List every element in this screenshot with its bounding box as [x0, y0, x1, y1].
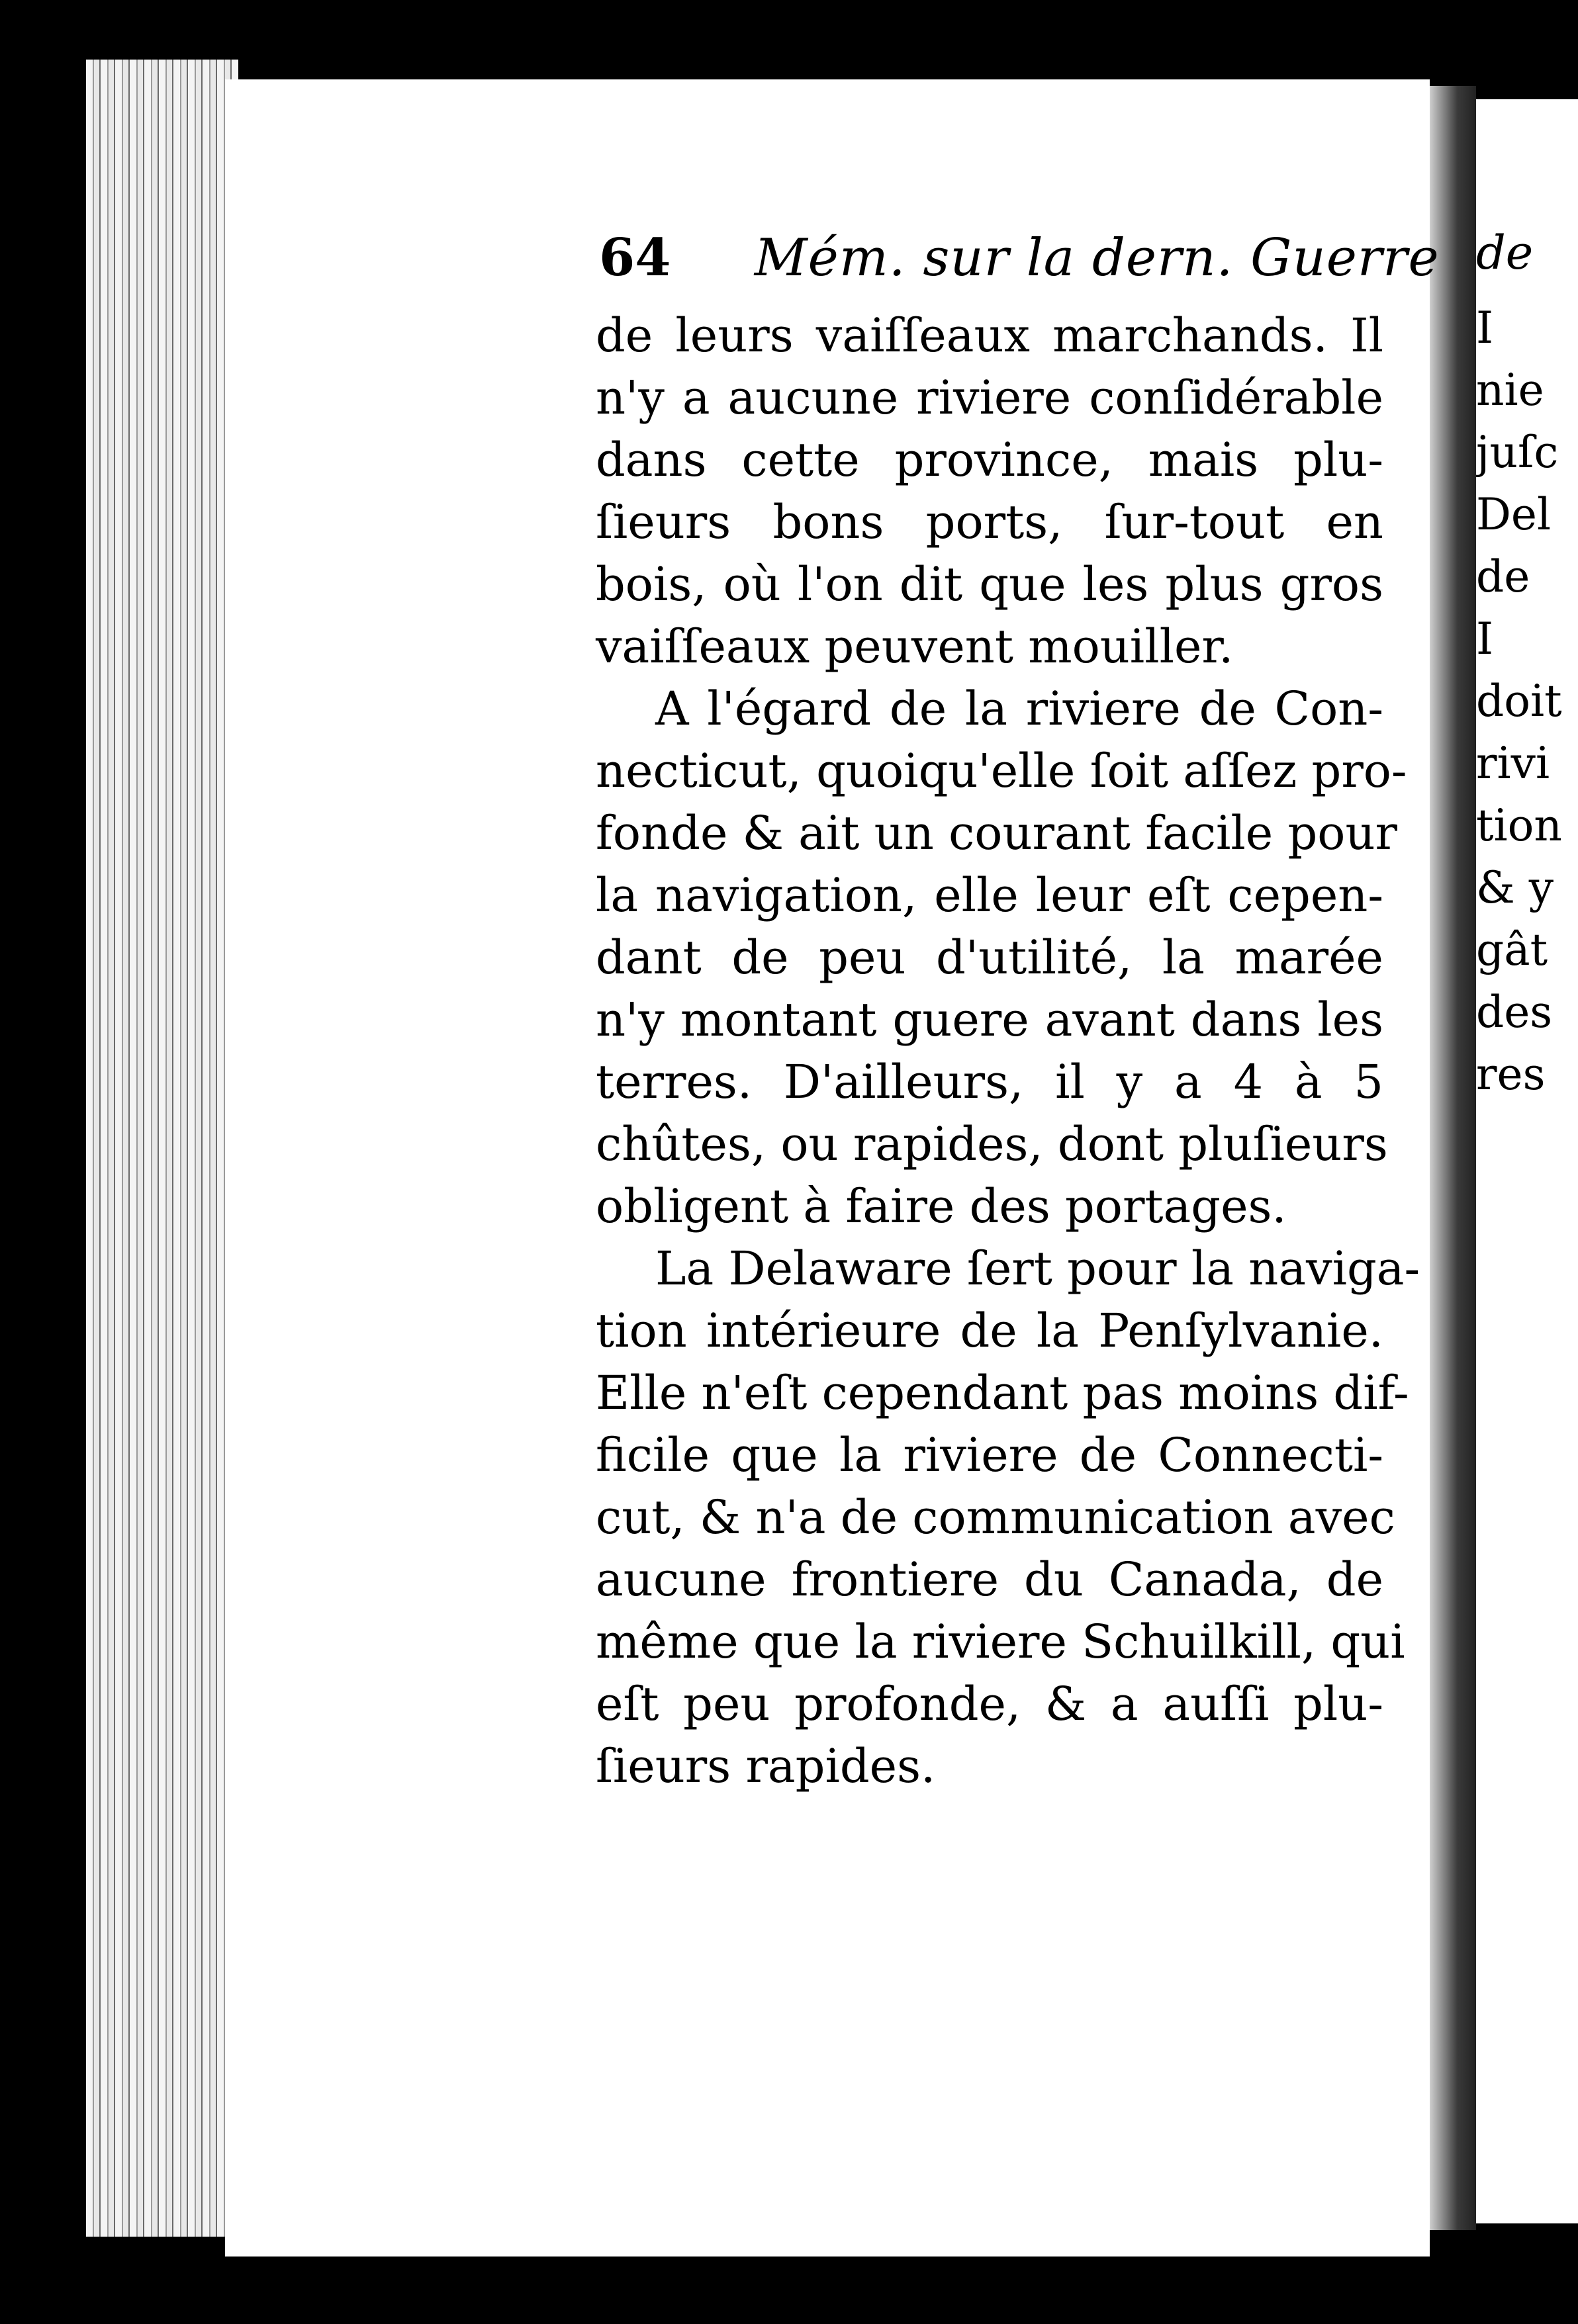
page-number: 64: [599, 228, 671, 288]
facing-page-fragments: [1476, 222, 1578, 1106]
text-line: vaiſſeaux peuvent mouiller.: [596, 619, 1234, 674]
text-line: ſieurs rapides.: [596, 1739, 936, 1793]
text-line: eſt peu profonde, & a auſſi plu-: [596, 1677, 1383, 1731]
paragraph: [596, 678, 1407, 1237]
facing-page-fragment: doit: [1476, 676, 1562, 727]
text-line: chûtes, ou rapides, dont pluſieurs: [596, 1117, 1388, 1171]
book-gutter: [1430, 86, 1476, 2230]
facing-page-fragment: rivi: [1476, 738, 1550, 789]
facing-page-fragment: tion: [1476, 800, 1562, 851]
facing-page-fragment: nie: [1476, 365, 1544, 416]
text-line: n'y a aucune riviere conſidérable: [596, 371, 1383, 425]
text-line: aucune frontiere du Canada, de: [596, 1552, 1383, 1607]
text-line: n'y montant guere avant dans les: [596, 993, 1383, 1047]
facing-page-fragment: gât: [1476, 924, 1548, 975]
text-line: bois, où l'on dit que les plus gros: [596, 557, 1383, 611]
text-line: de leurs vaiſſeaux marchands. Il: [596, 308, 1383, 363]
page-stack-edge: [86, 60, 238, 2237]
text-line: La Delaware ſert pour la naviga-: [655, 1241, 1420, 1296]
facing-page-fragment: de: [1476, 551, 1530, 602]
text-line: terres. D'ailleurs, il y a 4 à 5: [596, 1055, 1383, 1109]
facing-page-fragment: I: [1476, 302, 1494, 353]
facing-page-fragment: res: [1476, 1049, 1546, 1100]
facing-page-fragment: & y: [1476, 862, 1554, 913]
text-line: la navigation, elle leur eſt cepen-: [596, 868, 1383, 922]
text-line: tion intérieure de la Penſylvanie.: [596, 1304, 1383, 1358]
body-text: [596, 304, 1420, 1797]
facing-page-fragment: de: [1476, 226, 1534, 280]
text-line: même que la riviere Schuilkill, qui: [596, 1615, 1405, 1669]
facing-page: [1476, 99, 1578, 2223]
facing-page-fragment: Del: [1476, 489, 1552, 540]
text-line: dans cette province, mais plu-: [596, 433, 1383, 487]
paragraph: [596, 304, 1383, 678]
text-line: ficile que la riviere de Connecti-: [596, 1428, 1383, 1482]
facing-page-fragment: I: [1476, 613, 1494, 664]
text-line: Elle n'eſt cependant pas moins dif-: [596, 1366, 1409, 1420]
text-line: dant de peu d'utilité, la marée: [596, 930, 1383, 985]
facing-page-fragment: juſc: [1476, 427, 1559, 478]
text-line: ſieurs bons ports, ſur-tout en: [596, 495, 1383, 549]
running-title: Mém. sur la dern. Guerre: [754, 228, 1440, 288]
paragraph: [596, 1237, 1420, 1797]
text-line: necticut, quoiqu'elle ſoit aſſez pro-: [596, 744, 1407, 798]
text-line: obligent à faire des portages.: [596, 1179, 1287, 1233]
text-line: cut, & n'a de communication avec: [596, 1490, 1395, 1544]
facing-page-fragment: des: [1476, 987, 1553, 1038]
text-line: A l'égard de la riviere de Con-: [655, 682, 1383, 736]
text-line: fonde & ait un courant facile pour: [596, 806, 1397, 860]
page-header: [599, 225, 1440, 291]
